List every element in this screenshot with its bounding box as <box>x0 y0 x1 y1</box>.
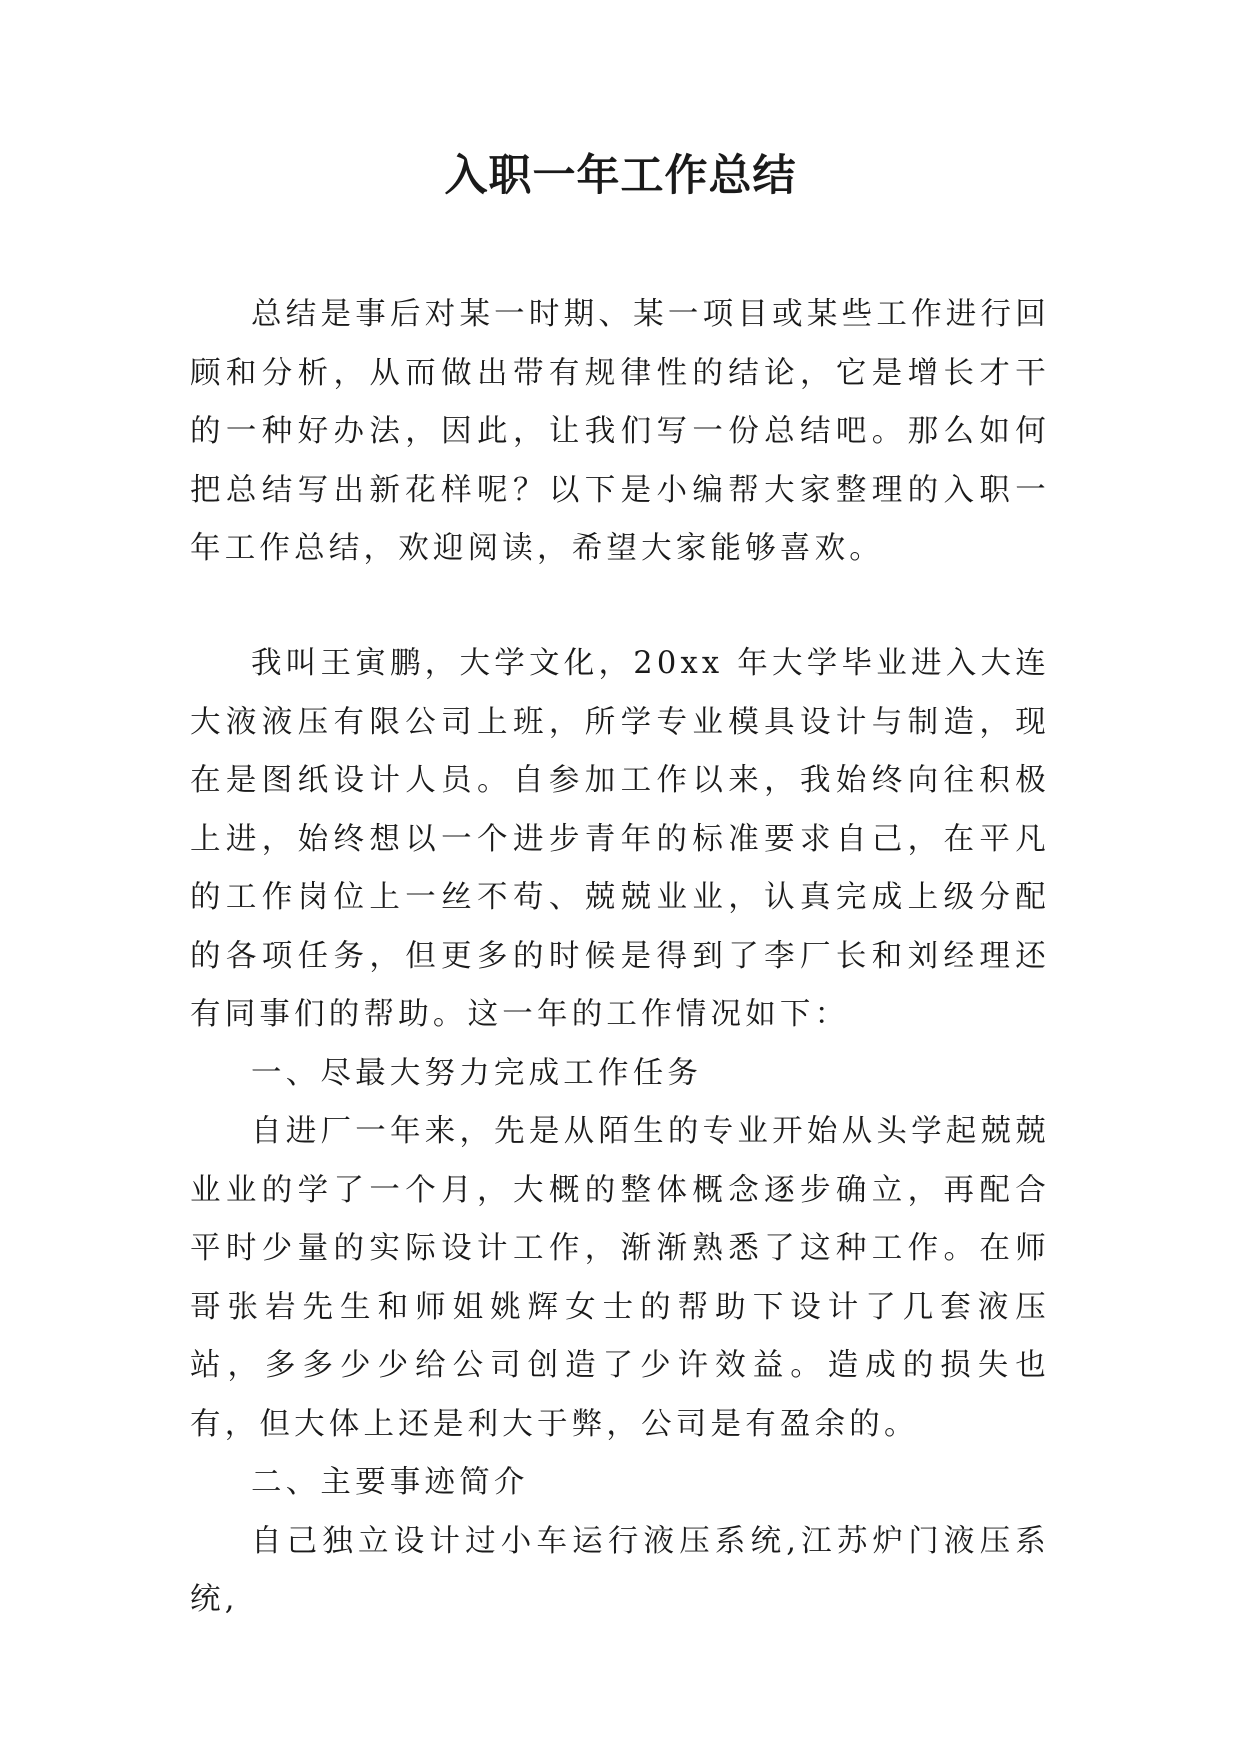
body-paragraph: 自己独立设计过小车运行液压系统,江苏炉门液压系统, <box>190 1523 1050 1617</box>
section-heading-1: 一、尽最大努力完成工作任务 <box>251 1055 703 1091</box>
document-title: 入职一年工作总结 <box>444 151 797 201</box>
intro-section <box>190 286 1050 579</box>
intro-paragraph: 总结是事后对某一时期、某一项目或某些工作进行回顾和分析，从而做出带有规律性的结论，它是增长才干的一种好办法，因此，让我们写一份总结吧。那么如何把总结写出新花样呢？以下是小编帮大家整理的入职一年工作总结，欢迎阅读，希望大家能够喜欢。 <box>190 297 1050 566</box>
body-paragraph: 自进厂一年来，先是从陌生的专业开始从头学起兢兢业业的学了一个月，大概的整体概念逐步确立，再配合平时少量的实际设计工作，渐渐熟悉了这种工作。在师哥张岩先生和师姐姚辉女士的帮助下设计了几套液压站，多多少少给公司创造了少许效益。造成的损失也有，但大体上还是利大于弊，公司是有盈余的。 <box>190 1114 1050 1442</box>
main-section <box>190 635 1050 1630</box>
section-heading-2: 二、主要事迹简介 <box>251 1465 529 1500</box>
body-paragraph: 我叫王寅鹏，大学文化，20xx 年大学毕业进入大连大液液压有限公司上班，所学专业模具设计与制造，现在是图纸设计人员。自参加工作以来，我始终向往积极上进，始终想以一个进步青年的标准要求自己，在平凡的工作岗位上一丝不苟、兢兢业业，认真完成上级分配的各项任务，但更多的时候是得到了李厂长和刘经理还有同事们的帮助。这一年的工作情况如下： <box>190 646 1050 1032</box>
